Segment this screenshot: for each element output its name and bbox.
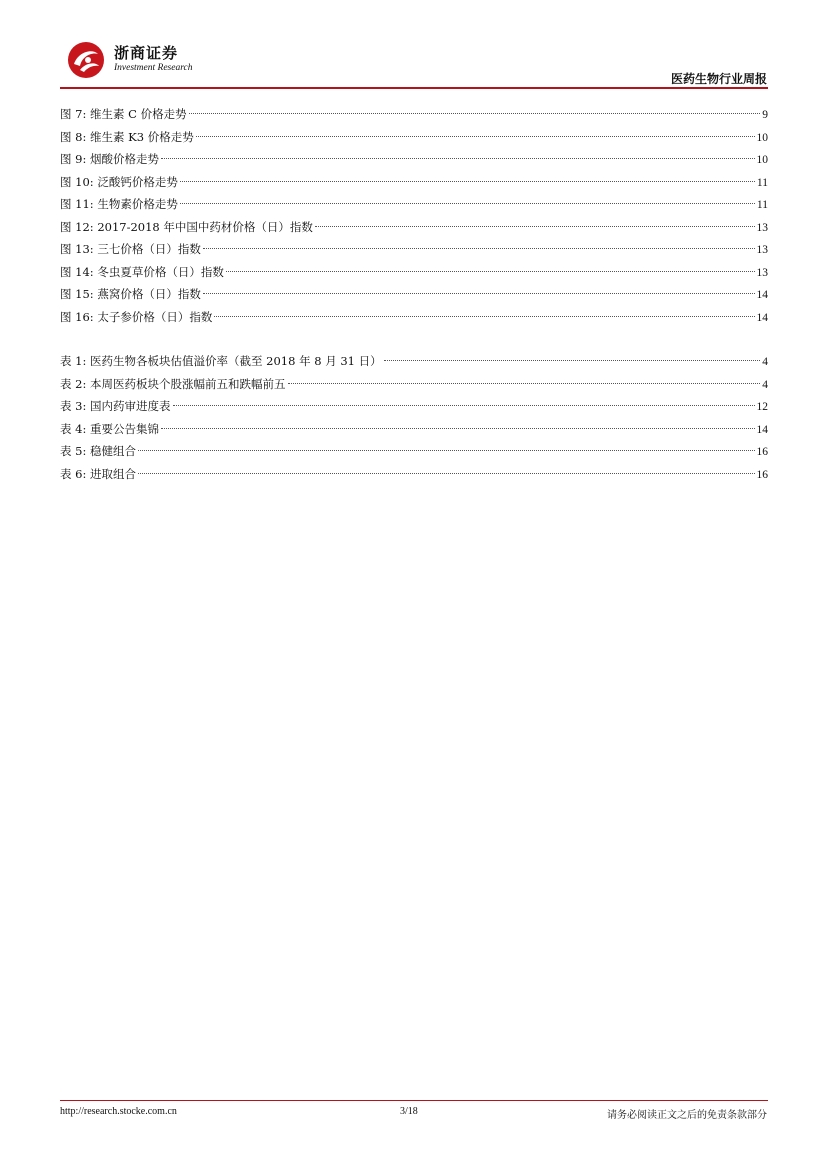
toc-entry-page: 4 [762,378,768,391]
toc-entry-page: 13 [756,221,768,234]
toc-entry-page: 16 [756,446,768,458]
dot-leader [196,136,755,137]
toc-entry-figure-9[interactable] [60,148,768,171]
toc-entry-table-1[interactable] [60,350,768,373]
section-gap [60,328,768,350]
toc-entry-label: 图 15: 燕窝价格（日）指数 [60,287,201,301]
footer-url-link[interactable]: http://research.stocke.com.cn [60,1106,177,1117]
toc-entry-page: 10 [756,154,768,166]
toc-entry-label: 图 7: 维生素 C 价格走势 [60,107,187,121]
dot-leader [214,316,754,317]
report-title: 医药生物行业周报 [670,72,767,86]
toc-entry-page: 14 [756,311,768,324]
toc-entry-page: 14 [756,289,768,301]
logo-chinese-name: 浙商证券 [114,44,179,62]
dot-leader [203,293,755,294]
dot-leader [180,203,755,204]
toc-entry-table-2[interactable] [60,373,768,396]
header-divider [60,87,768,89]
dot-leader [173,405,755,406]
toc-entry-label: 图 12: 2017-2018 年中国中药材价格（日）指数 [60,219,313,234]
toc-entry-figure-10[interactable] [60,171,768,194]
toc-entry-page: 13 [756,244,768,256]
toc-entry-label: 表 3: 国内药审进度表 [60,399,171,413]
toc-entry-figure-13[interactable] [60,238,768,261]
toc-entry-page: 12 [756,401,768,413]
toc-entry-label: 图 11: 生物素价格走势 [60,197,178,211]
dot-leader [180,181,755,182]
logo-english-name: Investment Research [114,63,193,73]
dot-leader [288,383,761,384]
dot-leader [315,226,755,227]
toc-entry-label: 表 6: 进取组合 [60,466,137,481]
toc-entry-figure-8[interactable] [60,126,768,149]
toc-entry-figure-12[interactable] [60,216,768,239]
zheshang-logo-icon [66,40,106,80]
dot-leader [384,360,761,361]
dot-leader [161,158,754,159]
table-of-contents [60,103,768,485]
toc-entry-label: 表 5: 稳健组合 [60,444,137,458]
dot-leader [161,428,754,429]
toc-entry-label: 表 2: 本周医药板块个股涨幅前五和跌幅前五 [60,376,286,391]
toc-entry-label: 图 9: 烟酸价格走势 [60,152,160,166]
toc-entry-table-3[interactable] [60,395,768,418]
toc-entry-label: 表 4: 重要公告集锦 [60,421,160,436]
toc-entry-page: 13 [756,266,768,279]
toc-entry-label: 表 1: 医药生物各板块估值溢价率（截至 2018 年 8 月 31 日） [60,354,382,368]
footer-disclaimer-note: 请务必阅读正文之后的免责条款部分 [607,1110,767,1121]
toc-entry-figure-16[interactable] [60,306,768,329]
footer-divider [60,1100,768,1101]
toc-entry-table-6[interactable] [60,463,768,486]
toc-entry-label: 图 16: 太子参价格（日）指数 [60,309,213,324]
toc-entry-page: 16 [756,468,768,481]
toc-entry-label: 图 8: 维生素 K3 价格走势 [60,129,194,144]
company-logo [62,38,202,82]
toc-entry-figure-7[interactable] [60,103,768,126]
toc-entry-label: 图 13: 三七价格（日）指数 [60,242,201,256]
dot-leader [189,113,761,114]
dot-leader [138,450,754,451]
dot-leader [226,271,755,272]
toc-entry-label: 图 14: 冬虫夏草价格（日）指数 [60,264,224,279]
footer-page-number: 3/18 [400,1106,418,1117]
toc-entry-label: 图 10: 泛酸钙价格走势 [60,174,178,189]
toc-entry-figure-15[interactable] [60,283,768,306]
toc-entry-page: 4 [762,356,768,368]
toc-entry-table-5[interactable] [60,440,768,463]
toc-entry-figure-11[interactable] [60,193,768,216]
toc-entry-page: 14 [756,423,768,436]
toc-entry-page: 11 [756,176,768,189]
toc-entry-page: 9 [762,109,768,121]
toc-entry-page: 10 [756,131,768,144]
toc-entry-figure-14[interactable] [60,261,768,284]
toc-entry-table-4[interactable] [60,418,768,441]
dot-leader [138,473,754,474]
dot-leader [203,248,755,249]
toc-entry-page: 11 [756,199,768,211]
